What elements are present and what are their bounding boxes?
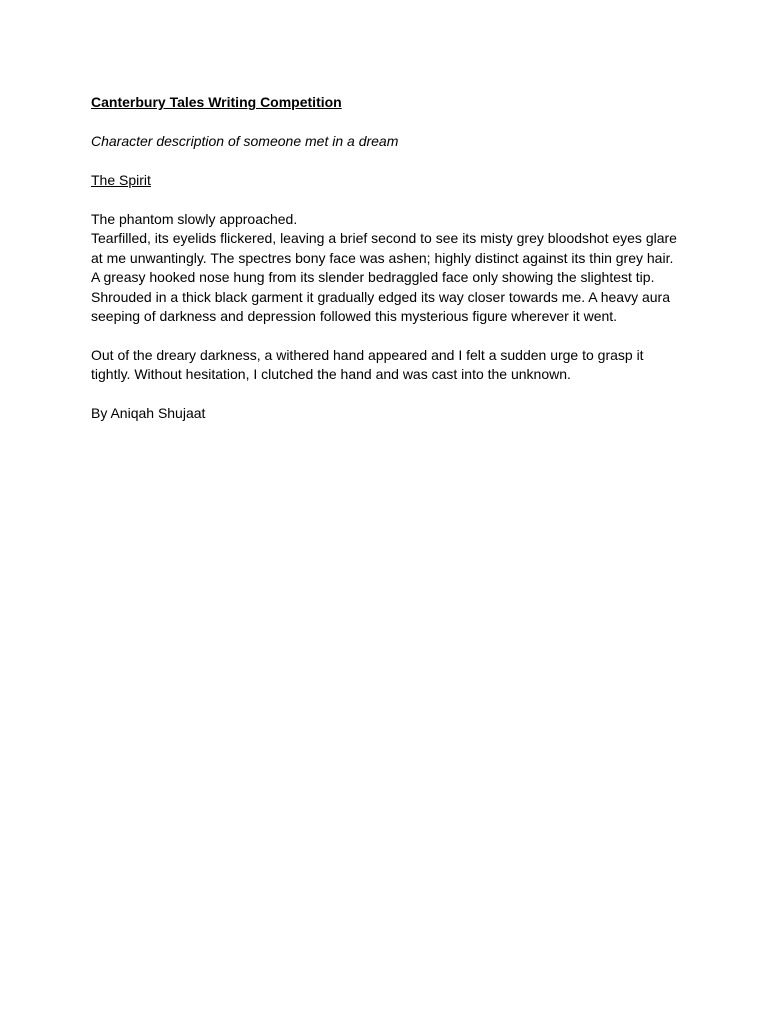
document-subtitle: Character description of someone met in a dream xyxy=(91,132,399,149)
document-body xyxy=(91,93,691,423)
paragraph-line: Tearfilled, its eyelids flickered, leaving a brief second to see its misty grey bloodshot eyes glare xyxy=(91,230,677,246)
document-title: Canterbury Tales Writing Competition xyxy=(91,94,342,110)
paragraph-line: at me unwantingly. The spectres bony face was ashen; highly distinct against its thin grey hair. xyxy=(91,249,674,266)
author-byline: By Aniqah Shujaat xyxy=(91,404,206,421)
paragraph-one xyxy=(91,210,691,327)
paragraph-line: A greasy hooked nose hung from its slender bedraggled face only showing the slightest tip. xyxy=(91,269,655,285)
paragraph-line: Out of the dreary darkness, a withered hand appeared and I felt a sudden urge to grasp it xyxy=(91,346,644,363)
story-heading: The Spirit xyxy=(91,172,151,188)
paragraph-line: Shrouded in a thick black garment it gradually edged its way closer towards me. A heavy aura xyxy=(91,288,670,305)
paragraph-line: seeping of darkness and depression followed this mysterious figure wherever it went. xyxy=(91,308,618,324)
paragraph-line: tightly. Without hesitation, I clutched the hand and was cast into the unknown. xyxy=(91,366,571,382)
paragraph-two xyxy=(91,346,691,385)
paragraph-line: The phantom slowly approached. xyxy=(91,210,298,227)
